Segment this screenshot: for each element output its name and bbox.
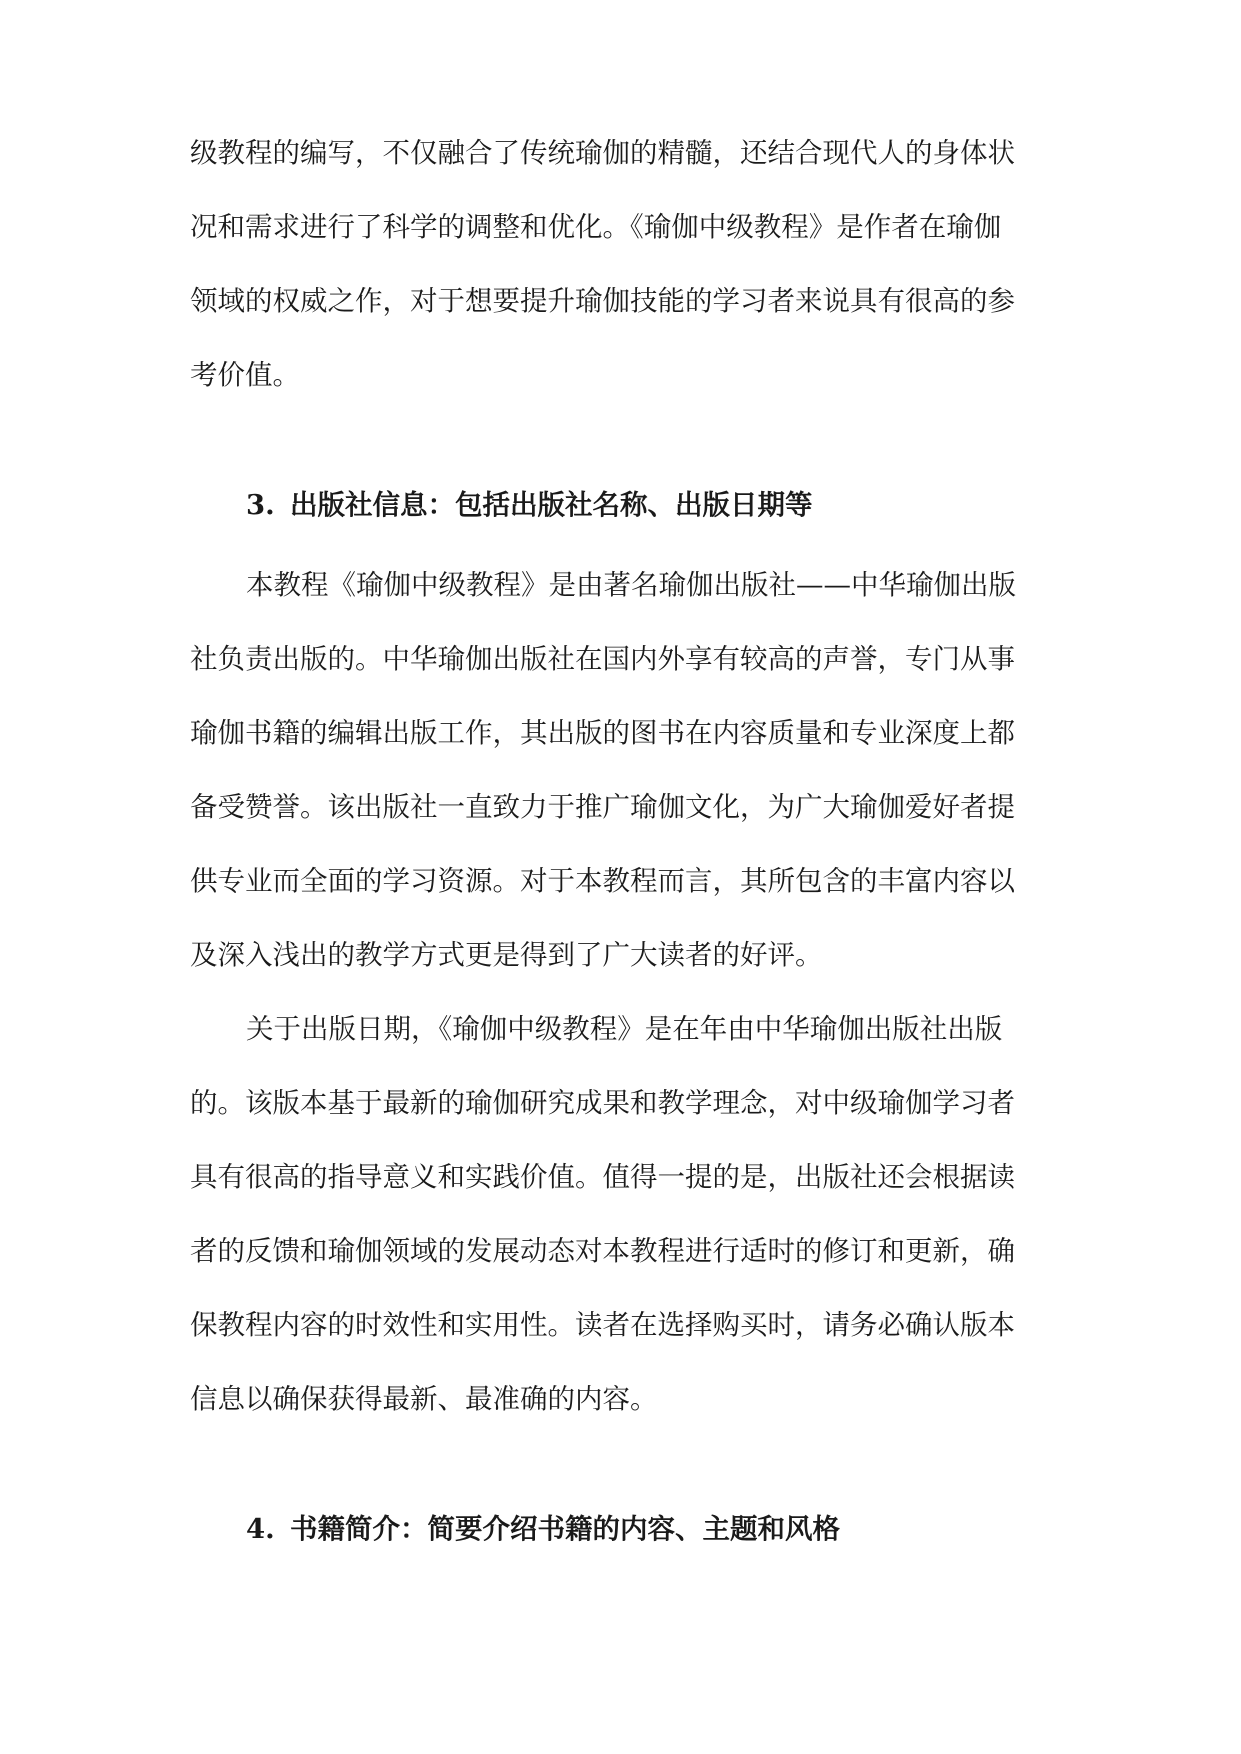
section-number: 3. xyxy=(246,489,275,521)
section-heading-4 xyxy=(246,1507,840,1551)
paragraph-line: 瑜伽书籍的编辑出版工作，其出版的图书在内容质量和专业深度上都 xyxy=(190,717,1015,749)
section-title: 书籍简介：简要介绍书籍的内容、主题和风格 xyxy=(290,1513,840,1545)
paragraph-line: 保教程内容的时效性和实用性。读者在选择购买时，请务必确认版本 xyxy=(190,1309,1015,1341)
paragraph-line: 供专业而全面的学习资源。对于本教程而言，其所包含的丰富内容以 xyxy=(190,865,1015,897)
paragraph-line: 关于出版日期，《瑜伽中级教程》是在年由中华瑜伽出版社出版 xyxy=(246,1013,1003,1045)
section-number: 4. xyxy=(246,1513,275,1545)
paragraph-line: 及深入浅出的教学方式更是得到了广大读者的好评。 xyxy=(190,939,823,971)
paragraph-line: 具有很高的指导意义和实践价值。值得一提的是，出版社还会根据读 xyxy=(190,1161,1015,1193)
paragraph-line: 备受赞誉。该出版社一直致力于推广瑜伽文化，为广大瑜伽爱好者提 xyxy=(190,791,1015,823)
paragraph-line: 者的反馈和瑜伽领域的发展动态对本教程进行适时的修订和更新，确 xyxy=(190,1235,1015,1267)
section-heading-3 xyxy=(246,483,813,527)
paragraph-line: 领域的权威之作，对于想要提升瑜伽技能的学习者来说具有很高的参 xyxy=(190,285,1015,317)
paragraph-line: 社负责出版的。中华瑜伽出版社在国内外享有较高的声誉，专门从事 xyxy=(190,643,1015,675)
paragraph-line: 信息以确保获得最新、最准确的内容。 xyxy=(190,1383,658,1415)
paragraph-line: 本教程《瑜伽中级教程》是由著名瑜伽出版社——中华瑜伽出版 xyxy=(246,569,1016,601)
paragraph-line: 考价值。 xyxy=(190,359,300,391)
paragraph-line: 况和需求进行了科学的调整和优化。《瑜伽中级教程》是作者在瑜伽 xyxy=(190,211,1002,243)
paragraph-line: 的。该版本基于最新的瑜伽研究成果和教学理念，对中级瑜伽学习者 xyxy=(190,1087,1015,1119)
paragraph-line: 级教程的编写，不仅融合了传统瑜伽的精髓，还结合现代人的身体状 xyxy=(190,137,1015,169)
section-title: 出版社信息：包括出版社名称、出版日期等 xyxy=(290,489,813,521)
